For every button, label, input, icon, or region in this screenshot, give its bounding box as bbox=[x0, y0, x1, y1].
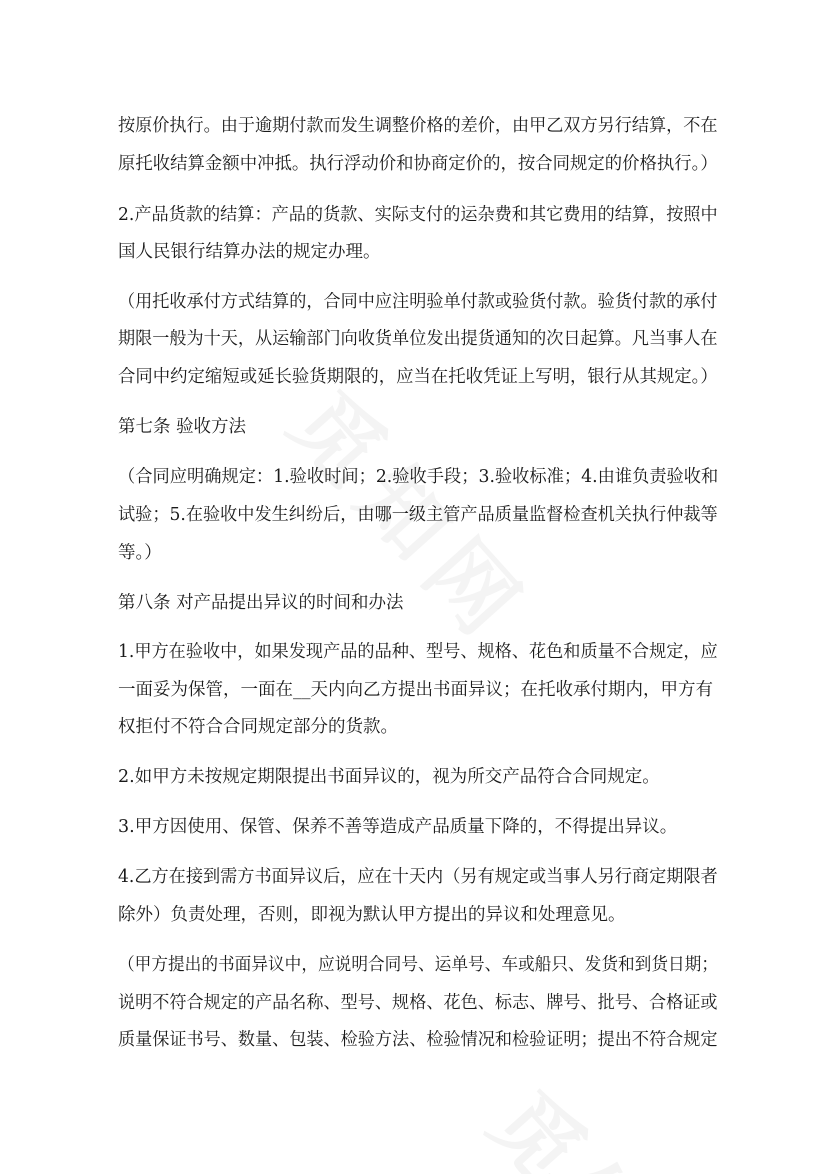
paragraph-line: 4.乙方在接到需方书面异议后，应在十天内（另有规定或当事人另行商定期限者 bbox=[118, 867, 718, 887]
watermark bbox=[468, 1060, 761, 1174]
paragraph-line: 试验；5.在验收中发生纠纷后，由哪一级主管产品质量监督检查机关执行仲裁等 bbox=[118, 505, 718, 525]
paragraph-line: （甲方提出的书面异议中，应说明合同号、运单号、车或船只、发货和到货日期； bbox=[118, 955, 718, 975]
paragraph-line: 1.甲方在验收中，如果发现产品的品种、型号、规格、花色和质量不合规定，应 bbox=[118, 642, 718, 662]
paragraph-line: （用托收承付方式结算的，合同中应注明验单付款或验货付款。验货付款的承付 bbox=[118, 292, 718, 312]
paragraph-line: 说明不符合规定的产品名称、型号、规格、花色、标志、牌号、批号、合格证或 bbox=[118, 993, 718, 1013]
paragraph-line: （合同应明确规定：1.验收时间；2.验收手段；3.验收标准；4.由谁负责验收和 bbox=[118, 467, 719, 487]
paragraph-line: 权拒付不符合合同规定部分的货款。 bbox=[118, 717, 398, 737]
paragraph-line: 原托收结算金额中冲抵。执行浮动价和协商定价的，按合同规定的价格执行。） bbox=[118, 154, 718, 174]
paragraph-line: 国人民银行结算办法的规定办理。 bbox=[118, 242, 381, 262]
section-heading: 第七条 验收方法 bbox=[118, 417, 247, 437]
paragraph-line: 除外）负责处理，否则，即视为默认甲方提出的异议和处理意见。 bbox=[118, 905, 626, 925]
paragraph-line: 一面妥为保管，一面在__天内向乙方提出书面异议；在托收承付期内，甲方有 bbox=[118, 680, 713, 700]
paragraph-line: 等。） bbox=[118, 543, 162, 563]
paragraph-line: 合同中约定缩短或延长验货期限的，应当在托收凭证上写明，银行从其规定。） bbox=[118, 367, 718, 387]
paragraph-line: 质量保证书号、数量、包装、检验方法、检验情况和检验证明；提出不符合规定 bbox=[118, 1030, 718, 1050]
paragraph-line: 期限一般为十天，从运输部门向收货单位发出提货通知的次日起算。凡当事人在 bbox=[118, 329, 718, 349]
paragraph-line: 按原价执行。由于逾期付款而发生调整价格的差价，由甲乙双方另行结算，不在 bbox=[118, 116, 718, 136]
paragraph-line: 2.产品货款的结算：产品的货款、实际支付的运杂费和其它费用的结算，按照中 bbox=[118, 205, 718, 225]
section-heading: 第八条 对产品提出异议的时间和办法 bbox=[118, 593, 404, 613]
paragraph-line: 2.如甲方未按规定期限提出书面异议的，视为所交产品符合合同规定。 bbox=[118, 767, 660, 787]
paragraph-line: 3.甲方因使用、保管、保养不善等造成产品质量下降的，不得提出异议。 bbox=[118, 817, 678, 837]
